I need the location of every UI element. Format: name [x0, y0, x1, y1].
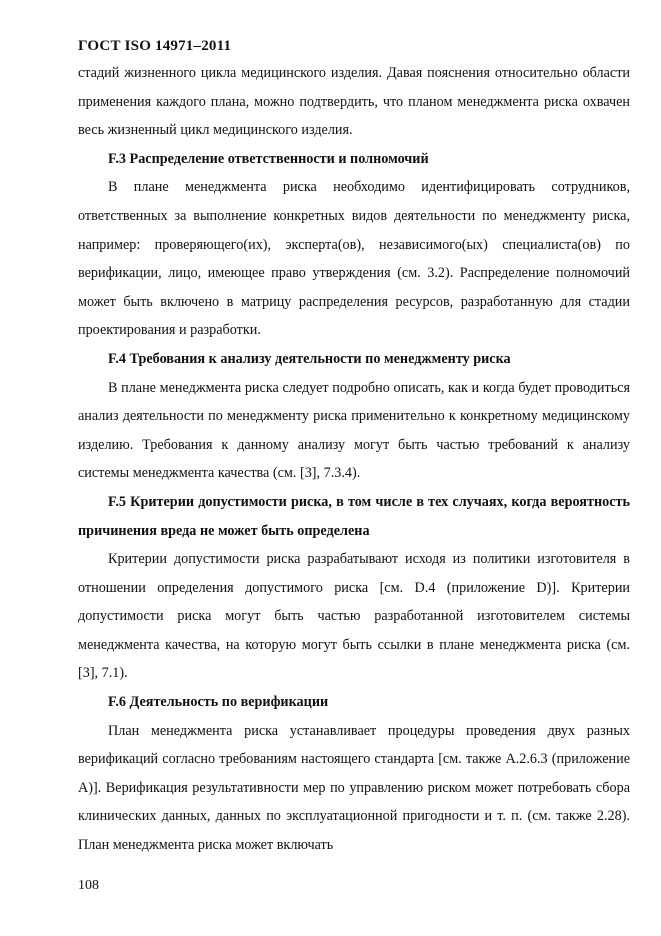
section-heading-f5: F.5 Критерии допустимости риска, в том числе в тех случаях, когда вероятность причинения вреда не может быть определена: [78, 493, 630, 539]
standard-header: ГОСТ ISO 14971–2011: [78, 38, 232, 54]
paragraph-f4: В плане менеджмента риска следует подробно описать, как и когда будет проводиться анализ деятельности по менеджменту риска применительно к конкретному медицинскому изделию. Требования к данному анализу могут быть частью требований к анализу системы менеджмента качества (см. [3], 7.3.4).: [78, 379, 630, 482]
paragraph-f6: План менеджмента риска устанавливает процедуры проведения двух разных верификаций согласно требованиям настоящего стандарта [см. также А.2.6.3 (приложение А)]. Верификация результативности мер по управлению риском может потребовать сбора клинических данных, данных по эксплуатационной пригодности и т. п. (см. также 2.28). План менеджмента риска может включать: [78, 722, 630, 854]
page-number: 108: [78, 878, 99, 893]
section-heading-f4: F.4 Требования к анализу деятельности по менеджменту риска: [108, 350, 511, 367]
paragraph-f3: В плане менеджмента риска необходимо идентифицировать сотрудников, ответственных за выполнение конкретных видов деятельности по менеджменту риска, например: проверяющего(их), эксперта(ов), независимого(ых) специалиста(ов) по верификации, лицо, имеющее право утверждения (см. 3.2). Распределение полномочий может быть включено в матрицу распределения ресурсов, разработанную для стадии проектирования и разработки.: [78, 179, 630, 339]
paragraph-f2-continuation: стадий жизненного цикла медицинского изделия. Давая пояснения относительно области применения каждого плана, можно подтвердить, что планом менеджмента риска охвачен весь жизненный цикл медицинского изделия.: [78, 65, 630, 139]
section-heading-f3: F.3 Распределение ответственности и полномочий: [108, 150, 429, 167]
section-heading-f6: F.6 Деятельность по верификации: [108, 694, 329, 711]
paragraph-f5: Критерии допустимости риска разрабатывают исходя из политики изготовителя в отношении определения допустимого риска [см. D.4 (приложение D)]. Критерии допустимости риска могут быть частью разработанной изготовителем системы менеджмента качества, на которую могут быть ссылки в плане менеджмента риска (см. [3], 7.1).: [78, 551, 630, 682]
document-page: [78, 26, 630, 860]
